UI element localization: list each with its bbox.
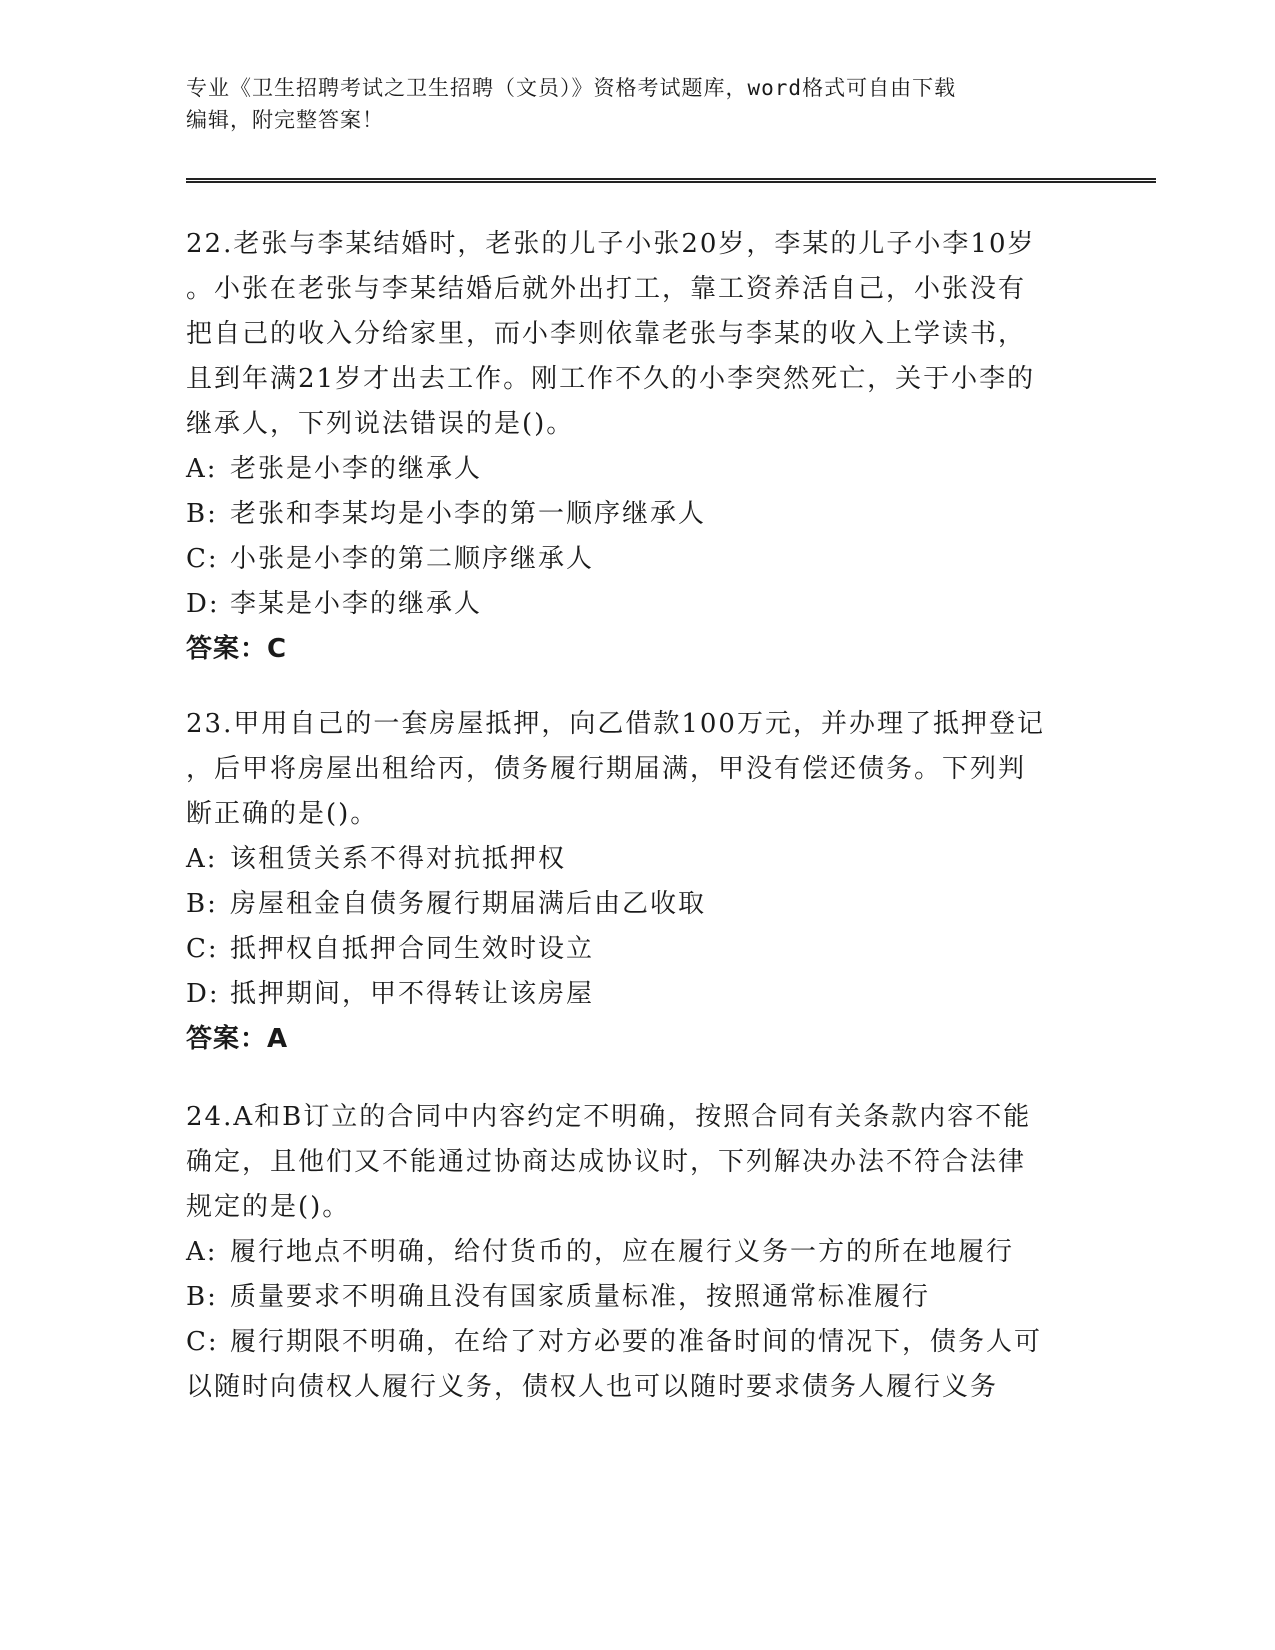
option-text: 小张是小李的第二顺序继承人 [230,544,595,574]
option-text: 老张是小李的继承人 [230,454,483,484]
question-stem-line: 且到年满21岁才出去工作。刚工作不久的小李突然死亡，关于小李的 [186,364,1036,394]
question-stem-line: ，后甲将房屋出租给丙，债务履行期届满，甲没有偿还债务。下列判 [186,754,1027,784]
question-stem-line: 确定，且他们又不能通过协商达成协议时，下列解决办法不符合法律 [186,1147,1027,1177]
option-label: A: [186,844,218,874]
question-stem-line: 断正确的是()。 [186,799,379,829]
option-text: 该租赁关系不得对抗抵押权 [230,844,567,874]
option-a [186,837,1076,882]
question-stem-line: 22.老张与李某结婚时，老张的儿子小张20岁，李某的儿子小李10岁 [186,229,1036,259]
question-stem-line: 。小张在老张与李某结婚后就外出打工，靠工资养活自己，小张没有 [186,274,1027,304]
option-d [186,972,1076,1017]
option-text: 抵押期间，甲不得转让该房屋 [230,979,595,1009]
question-stem-line: 继承人，下列说法错误的是()。 [186,409,575,439]
question-24 [186,1095,1076,1410]
question-22 [186,222,1076,672]
question-stem-line: 23.甲用自己的一套房屋抵押，向乙借款100万元，并办理了抵押登记 [186,709,1045,739]
option-text: 以随时向债权人履行义务，债权人也可以随时要求债务人履行义务 [186,1372,999,1402]
option-text: 履行地点不明确，给付货币的，应在履行义务一方的所在地履行 [230,1237,1015,1267]
header-line-2: 编辑，附完整答案！ [186,108,384,132]
option-text: 房屋租金自债务履行期届满后由乙收取 [230,889,707,919]
answer: 答案：A [186,1024,289,1054]
option-c [186,927,1076,972]
option-label: A: [186,1237,218,1267]
question-stem-line: 把自己的收入分给家里，而小李则依靠老张与李某的收入上学读书， [186,319,1027,349]
option-label: B: [186,1282,218,1312]
answer: 答案：C [186,634,288,664]
question-stem-line: 规定的是()。 [186,1192,351,1222]
header-divider [186,178,1156,183]
option-d [186,582,1076,627]
option-text: 抵押权自抵押合同生效时设立 [230,934,595,964]
option-b [186,882,1076,927]
option-text: 老张和李某均是小李的第一顺序继承人 [230,499,707,529]
option-b [186,492,1076,537]
option-c [186,1320,1076,1365]
header-line-1: 专业《卫生招聘考试之卫生招聘（文员）》资格考试题库，word格式可自由下载 [186,76,957,100]
option-a [186,1230,1076,1275]
option-label: B: [186,889,218,919]
option-c-continuation [186,1365,1076,1410]
option-c [186,537,1076,582]
option-label: C: [186,934,219,964]
question-stem-line: 24.A和B订立的合同中内容约定不明确，按照合同有关条款内容不能 [186,1102,1032,1132]
option-text: 李某是小李的继承人 [230,589,483,619]
option-text: 履行期限不明确，在给了对方必要的准备时间的情况下，债务人可 [230,1327,1043,1357]
option-a [186,447,1076,492]
question-23 [186,702,1076,1062]
option-label: D: [186,979,220,1009]
option-label: C: [186,1327,219,1357]
option-text: 质量要求不明确且没有国家质量标准，按照通常标准履行 [230,1282,931,1312]
option-label: A: [186,454,218,484]
option-label: D: [186,589,220,619]
option-b [186,1275,1076,1320]
option-label: B: [186,499,218,529]
document-header [186,72,1076,136]
option-label: C: [186,544,219,574]
